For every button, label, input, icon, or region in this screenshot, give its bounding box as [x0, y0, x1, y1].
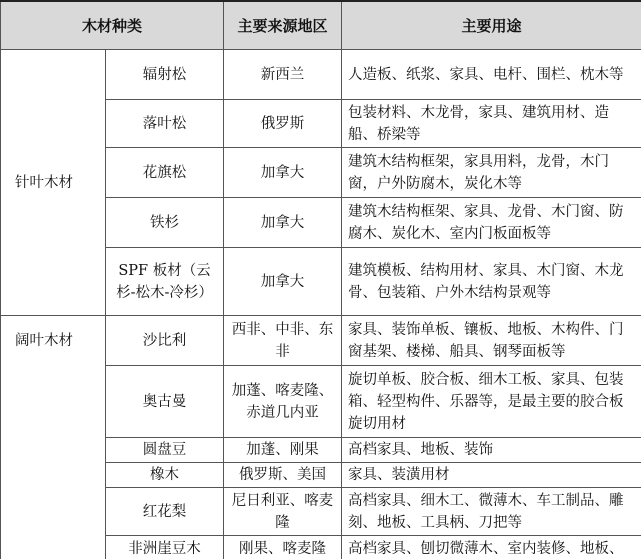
use-cell: 家具、装潢用材	[342, 463, 641, 488]
use-cell: 旋切单板、胶合板、细木工板、家具、包装箱、轻型构件、乐器等，是最主要的胶合板旋切用材	[342, 366, 641, 438]
source-cell: 加蓬、刚果	[224, 438, 342, 463]
source-cell: 加拿大	[224, 248, 342, 316]
table-row	[1, 316, 641, 366]
header-source: 主要来源地区	[224, 1, 342, 50]
header-species: 木材种类	[1, 1, 224, 50]
use-cell: 建筑木结构框架、家具、龙骨、木门窗、防腐木、炭化木、室内门板面板等	[342, 198, 641, 248]
species-cell: 红花梨	[106, 488, 224, 536]
category-cell: 针叶木材	[1, 50, 106, 316]
source-cell: 西非、中非、东非	[224, 316, 342, 366]
species-cell: 奥古曼	[106, 366, 224, 438]
use-cell: 建筑木结构框架，家具用料，龙骨，木门窗，户外防腐木，炭化木等	[342, 148, 641, 198]
use-cell: 包装材料、木龙骨，家具、建筑用材、造船、桥梁等	[342, 100, 641, 148]
source-cell: 加蓬、喀麦隆、赤道几内亚	[224, 366, 342, 438]
species-cell: 圆盘豆	[106, 438, 224, 463]
source-cell: 加拿大	[224, 198, 342, 248]
table-row	[1, 50, 641, 100]
species-cell: 橡木	[106, 463, 224, 488]
species-cell: 沙比利	[106, 316, 224, 366]
species-cell: 落叶松	[106, 100, 224, 148]
header-row	[1, 1, 641, 50]
source-cell: 新西兰	[224, 50, 342, 100]
use-cell: 高档家具、细木工、微薄木、车工制品、雕刻、地板、工具柄、刀把等	[342, 488, 641, 536]
source-cell: 刚果、喀麦隆	[224, 536, 342, 559]
species-cell: 非洲崖豆木	[106, 536, 224, 559]
species-cell: 花旗松	[106, 148, 224, 198]
source-cell: 尼日利亚、喀麦隆	[224, 488, 342, 536]
source-cell: 加拿大	[224, 148, 342, 198]
species-cell: SPF 板材（云杉-松木-冷杉）	[106, 248, 224, 316]
source-cell: 俄罗斯	[224, 100, 342, 148]
use-cell: 高档家具、刨切微薄木、室内装修、地板、	[342, 536, 641, 559]
use-cell: 家具、装饰单板、镶板、地板、木构件、门窗基架、楼梯、船具、钢琴面板等	[342, 316, 641, 366]
use-cell: 高档家具、地板、装饰	[342, 438, 641, 463]
use-cell: 建筑模板、结构用材、家具、木门窗、木龙骨、包装箱、户外木结构景观等	[342, 248, 641, 316]
species-cell: 辐射松	[106, 50, 224, 100]
use-cell: 人造板、纸浆、家具、电杆、围栏、枕木等	[342, 50, 641, 100]
category-cell: 阔叶木材	[1, 316, 106, 559]
species-cell: 铁杉	[106, 198, 224, 248]
source-cell: 俄罗斯、美国	[224, 463, 342, 488]
header-use: 主要用途	[342, 1, 641, 50]
